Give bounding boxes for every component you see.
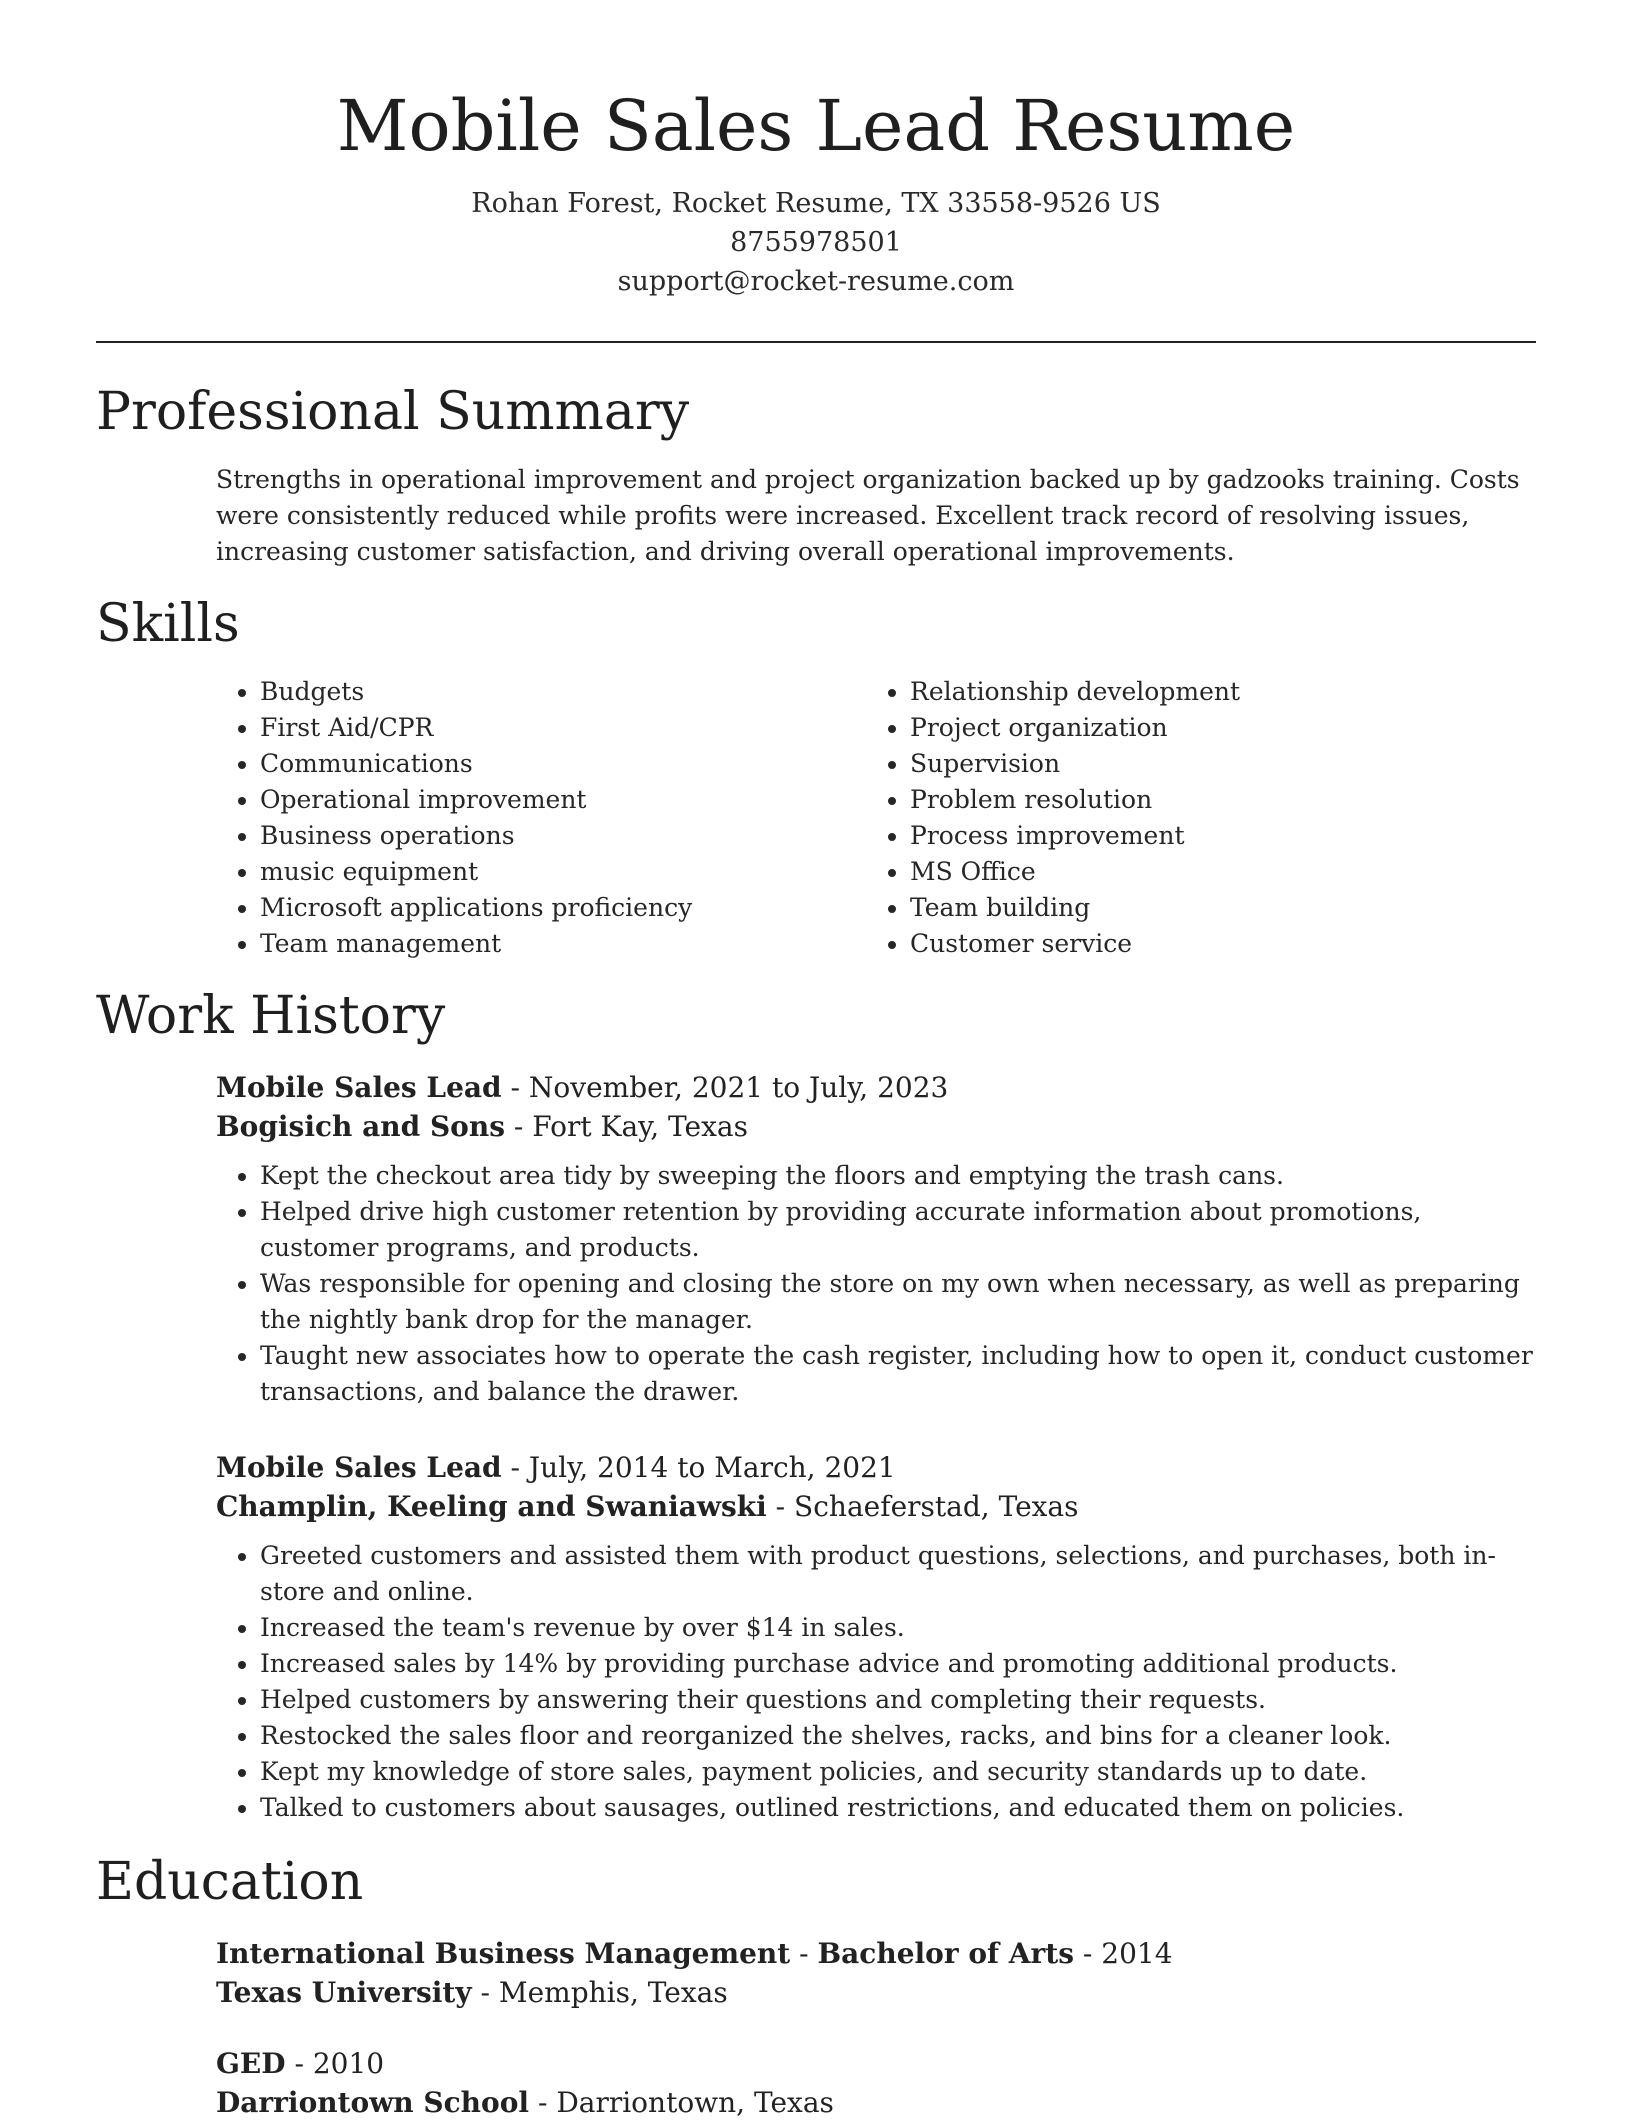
skill-item: • Business operations (260, 818, 860, 854)
skill-item: • Supervision (910, 746, 1510, 782)
education-degree-line (216, 1934, 1536, 1973)
job-dates: July, 2014 to March, 2021 (528, 1451, 896, 1484)
job-company: Bogisich and Sons (216, 1110, 505, 1143)
work-heading: Work History (96, 986, 446, 1046)
job-separator: - (510, 1071, 529, 1104)
summary-text: Strengths in operational improvement and project organization backed up by gadzooks training. Costs were consistently reduced while profits were increased. Excellent track record of resolving issues, increasing customer satisfaction, and driving overall operational improvements. (216, 465, 1520, 566)
education-heading: Education (96, 1852, 364, 1912)
job-title-line (216, 1448, 1536, 1487)
summary-heading: Professional Summary (96, 382, 690, 442)
education-separator: - (799, 1937, 818, 1970)
job-bullet: • Kept the checkout area tidy by sweeping the floors and emptying the trash cans. (260, 1158, 1536, 1194)
contact-phone: 8755978501 (730, 227, 902, 258)
education-entry (216, 2044, 1536, 2122)
education-location: Memphis, Texas (498, 1976, 728, 2009)
job-bullet: • Talked to customers about sausages, outlined restrictions, and educated them on policies. (260, 1790, 1536, 1826)
contact-address: Rohan Forest, Rocket Resume, TX 33558-9526 US (471, 188, 1161, 219)
education-separator: - (294, 2047, 313, 2080)
job-company-line (216, 1487, 1536, 1526)
education-entry (216, 1934, 1536, 2012)
education-school-line (216, 1973, 1536, 2012)
job-company: Champlin, Keeling and Swaniawski (216, 1490, 767, 1523)
education-location: Darriontown, Texas (556, 2086, 834, 2119)
education-separator: - (537, 2086, 557, 2119)
job-bullet: • Helped customers by answering their questions and completing their requests. (260, 1682, 1536, 1718)
skill-item: • Communications (260, 746, 860, 782)
education-separator: - (480, 1976, 499, 2009)
education-degree-line (216, 2044, 1536, 2083)
contact-email: support@rocket-resume.com (617, 266, 1015, 297)
job-location: Fort Kay, Texas (532, 1110, 748, 1143)
skill-item: • Process improvement (910, 818, 1510, 854)
skill-item: • Operational improvement (260, 782, 860, 818)
education-school-line (216, 2083, 1536, 2122)
skill-item: • MS Office (910, 854, 1510, 890)
page-title: Mobile Sales Lead Resume (336, 85, 1296, 167)
job-dates: November, 2021 to July, 2023 (528, 1071, 949, 1104)
job-bullet: • Restocked the sales floor and reorganized the shelves, racks, and bins for a cleaner look. (260, 1718, 1536, 1754)
skill-item: • Project organization (910, 710, 1510, 746)
skill-item: • Problem resolution (910, 782, 1510, 818)
job-separator: - (775, 1490, 795, 1523)
job-company-line (216, 1107, 1536, 1146)
skill-item: • Microsoft applications proficiency (260, 890, 860, 926)
education-degree: International Business Management (216, 1937, 791, 1970)
header-divider (96, 341, 1536, 343)
skills-heading: Skills (96, 594, 240, 654)
job-title-line (216, 1068, 1536, 1107)
job-bullet: • Was responsible for opening and closing the store on my own when necessary, as well as preparing the nightly bank drop for the manager. (260, 1266, 1536, 1338)
education-level: Bachelor of Arts (817, 1937, 1074, 1970)
education-school: Texas University (216, 1976, 472, 2009)
skills-list-left (216, 674, 860, 962)
job-separator: - (513, 1110, 533, 1143)
job-location: Schaeferstad, Texas (794, 1490, 1079, 1523)
job-bullet: • Increased sales by 14% by providing purchase advice and promoting additional products. (260, 1646, 1536, 1682)
job-bullet: • Increased the team's revenue by over $14 in sales. (260, 1610, 1536, 1646)
skill-item: • Team building (910, 890, 1510, 926)
education-school: Darriontown School (216, 2086, 530, 2119)
job-title: Mobile Sales Lead (216, 1451, 502, 1484)
education-year: 2014 (1101, 1937, 1173, 1970)
job-entry (216, 1068, 1536, 1410)
skills-list-right (866, 674, 1510, 962)
education-year: 2010 (312, 2047, 385, 2080)
education-degree: GED (216, 2047, 286, 2080)
job-entry (216, 1448, 1536, 1826)
job-separator: - (510, 1451, 529, 1484)
skill-item: • Customer service (910, 926, 1510, 962)
job-title: Mobile Sales Lead (216, 1071, 502, 1104)
skill-item: • Budgets (260, 674, 860, 710)
job-bullets (216, 1158, 1536, 1410)
job-bullet: • Greeted customers and assisted them with product questions, selections, and purchases, both in-store and online. (260, 1538, 1536, 1610)
job-bullet: • Taught new associates how to operate the cash register, including how to open it, conduct customer transactions, and balance the drawer. (260, 1338, 1536, 1410)
skill-item: • music equipment (260, 854, 860, 890)
job-bullets (216, 1538, 1536, 1826)
skill-item: • Relationship development (910, 674, 1510, 710)
skill-item: • Team management (260, 926, 860, 962)
resume-header (96, 80, 1536, 301)
education-separator: - (1082, 1937, 1102, 1970)
skill-item: • First Aid/CPR (260, 710, 860, 746)
job-bullet: • Kept my knowledge of store sales, payment policies, and security standards up to date. (260, 1754, 1536, 1790)
job-bullet: • Helped drive high customer retention by providing accurate information about promotions, customer programs, and products. (260, 1194, 1536, 1266)
